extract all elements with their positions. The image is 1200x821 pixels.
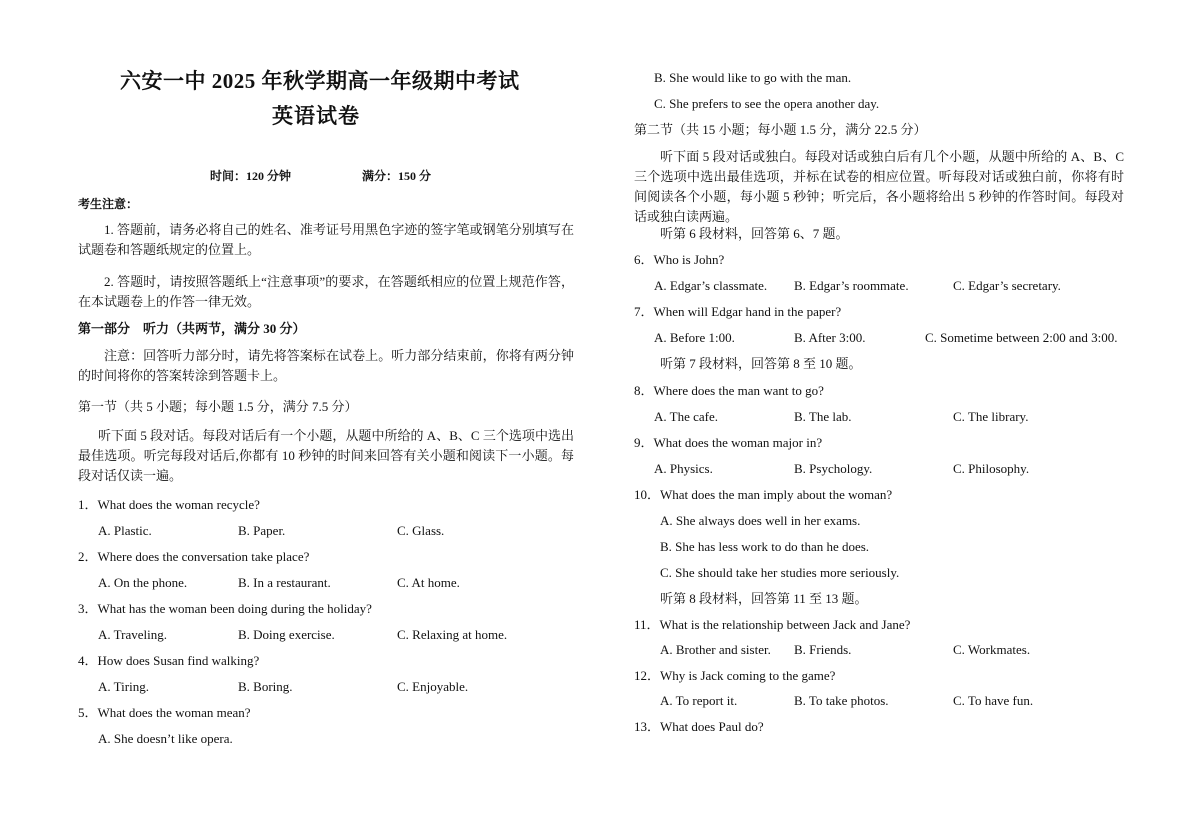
question-11-option-b[interactable]: B. Friends. [794,642,852,657]
section1-instructions: 听下面 5 段对话。每段对话后有一个小题，从题中所给的 A、B、C 三个选项中选出最佳选项。听完每段对话后,你都有 10 秒钟的时间来回答有关小题和阅读下一小题。每段对话仅读一遍。 [78,428,574,483]
question-6-stem: 6．Who is John? [634,252,725,267]
question-8-option-a[interactable]: A. The cafe. [654,409,719,424]
question-1-stem: 1．What does the woman recycle? [78,497,260,512]
question-11-stem: 11．What is the relationship between Jack and Jane? [634,617,911,632]
question-7-option-a[interactable]: A. Before 1:00. [654,330,735,345]
listen-section-6: 听第 6 段材料，回答第 6、7 题。 [660,226,849,241]
question-9-option-b[interactable]: B. Psychology. [794,461,873,476]
section1-heading: 第一节（共 5 小题；每小题 1.5 分，满分 7.5 分） [78,399,358,414]
question-4-option-c[interactable]: C. Enjoyable. [397,679,469,694]
question-10-stem: 10．What does the man imply about the woman? [634,487,893,502]
question-2-option-a[interactable]: A. On the phone. [98,575,188,590]
question-1-option-a[interactable]: A. Plastic. [98,523,152,538]
question-10-option-b[interactable]: B. She has less work to do than he does. [660,539,870,554]
question-4-option-b[interactable]: B. Boring. [238,679,293,694]
question-5-option-a[interactable]: A. She doesn’t like opera. [98,731,233,746]
question-2-option-c[interactable]: C. At home. [397,575,460,590]
question-9-option-c[interactable]: C. Philosophy. [953,461,1030,476]
notice-item-1: 1. 答题前，请务必将自己的姓名、准考证号用黑色字迹的签字笔或钢笔分别填写在试题卷和答题纸规定的位置上。 [78,222,574,257]
section2-heading: 第二节（共 15 小题；每小题 1.5 分，满分 22.5 分） [634,122,927,137]
question-5-option-b[interactable]: B. She would like to go with the man. [654,70,852,85]
question-6-option-a[interactable]: A. Edgar’s classmate. [654,278,768,293]
question-1-option-b[interactable]: B. Paper. [238,523,286,538]
question-2-stem: 2．Where does the conversation take place? [78,549,310,564]
question-12-option-b[interactable]: B. To take photos. [794,693,889,708]
section2-instructions: 听下面 5 段对话或独白。每段对话或独白后有几个小题，从题中所给的 A、B、C 三个选项中选出最佳选项，并标在试卷的相应位置。听每段对话或独白前，你将有时间阅读各个小题，每小题 5 秒钟；听完后，各小题将给出 5 秒钟的作答时间。每段对话或独白读两遍。 [634,149,1124,224]
exam-title: 六安一中 2025 年秋学期高一年级期中考试 [120,69,520,93]
listen-section-8: 听第 8 段材料，回答第 11 至 13 题。 [660,591,868,606]
question-8-stem: 8．Where does the man want to go? [634,383,824,398]
question-7-option-b[interactable]: B. After 3:00. [794,330,866,345]
question-11-option-a[interactable]: A. Brother and sister. [660,642,771,657]
question-12-option-a[interactable]: A. To report it. [660,693,738,708]
question-10-option-c[interactable]: C. She should take her studies more seriously. [660,565,900,580]
question-3-option-b[interactable]: B. Doing exercise. [238,627,335,642]
question-5-option-c[interactable]: C. She prefers to see the opera another day. [654,96,880,111]
question-12-stem: 12．Why is Jack coming to the game? [634,668,836,683]
question-13-stem: 13．What does Paul do? [634,719,764,734]
question-10-option-a[interactable]: A. She always does well in her exams. [660,513,861,528]
question-8-option-b[interactable]: B. The lab. [794,409,852,424]
question-7-stem: 7．When will Edgar hand in the paper? [634,304,842,319]
question-7-option-c[interactable]: C. Sometime between 2:00 and 3:00. [925,330,1118,345]
notice-heading: 考生注意： [78,197,139,211]
question-3-option-a[interactable]: A. Traveling. [98,627,167,642]
question-9-option-a[interactable]: A. Physics. [654,461,713,476]
part1-note: 注意：回答听力部分时，请先将答案标在试卷上。听力部分结束前，你将有两分钟的时间将你的答案转涂到答题卡上。 [78,348,574,383]
question-9-stem: 9．What does the woman major in? [634,435,823,450]
question-1-option-c[interactable]: C. Glass. [397,523,445,538]
question-8-option-c[interactable]: C. The library. [953,409,1029,424]
question-11-option-c[interactable]: C. Workmates. [953,642,1031,657]
question-4-stem: 4．How does Susan find walking? [78,653,260,668]
question-3-option-c[interactable]: C. Relaxing at home. [397,627,508,642]
question-6-option-b[interactable]: B. Edgar’s roommate. [794,278,909,293]
question-2-option-b[interactable]: B. In a restaurant. [238,575,331,590]
exam-time: 时间：120 分钟 [210,169,292,183]
part1-heading: 第一部分 听力（共两节，满分 30 分） [78,321,306,336]
question-4-option-a[interactable]: A. Tiring. [98,679,149,694]
notice-item-2: 2. 答题时，请按照答题纸上“注意事项”的要求，在答题纸相应的位置上规范作答，在本试题卷上的作答一律无效。 [78,274,574,309]
exam-subtitle: 英语试卷 [272,104,360,128]
exam-score: 满分：150 分 [362,169,432,183]
question-5-stem: 5．What does the woman mean? [78,705,251,720]
question-6-option-c[interactable]: C. Edgar’s secretary. [953,278,1061,293]
question-12-option-c[interactable]: C. To have fun. [953,693,1034,708]
listen-section-7: 听第 7 段材料，回答第 8 至 10 题。 [660,356,862,371]
question-3-stem: 3．What has the woman been doing during the holiday? [78,601,372,616]
